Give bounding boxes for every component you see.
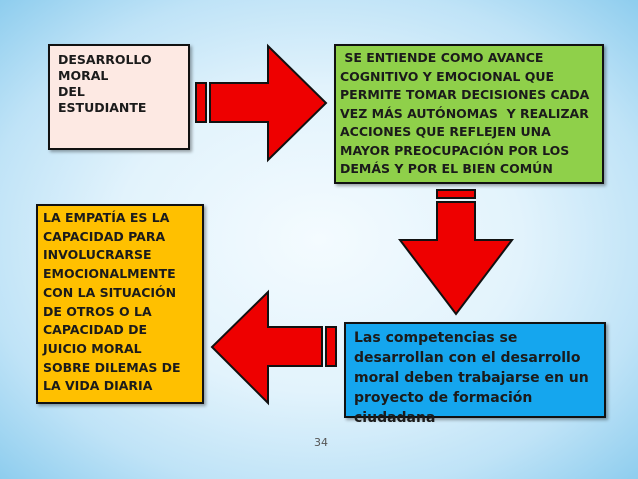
arrow-left — [212, 292, 336, 403]
box-line: LA VIDA DIARIA — [43, 378, 153, 394]
box-line: CAPACIDAD DE — [43, 322, 148, 338]
box-line: COGNITIVO Y EMOCIONAL QUE — [340, 68, 555, 84]
box-line: VEZ MÁS AUTÓNOMAS Y REALIZAR — [340, 105, 589, 121]
box-line: MORAL — [58, 68, 109, 83]
box-line: DESARROLLO — [58, 52, 152, 67]
box-line: SOBRE DILEMAS DE — [43, 359, 181, 375]
box-line: EMOCIONALMENTE — [43, 266, 176, 282]
box-line: DEL — [58, 84, 85, 99]
box-line: desarrollan con el desarrollo — [354, 350, 581, 366]
box-line: moral deben trabajarse en un — [354, 370, 589, 386]
box-line: DE OTROS O LA — [43, 303, 152, 319]
page-number: 34 — [314, 436, 328, 449]
box-line: PERMITE TOMAR DECISIONES CADA — [340, 87, 590, 102]
box-line: SE ENTIENDE COMO AVANCE — [340, 50, 544, 65]
box-line: DEMÁS Y POR EL BIEN COMÚN — [340, 161, 553, 176]
box-line: LA EMPATÍA ES LA — [43, 210, 170, 225]
box-line: proyecto de formación — [354, 390, 533, 406]
box-line: MAYOR PREOCUPACIÓN POR LOS — [340, 142, 570, 158]
box-line: ESTUDIANTE — [58, 100, 147, 115]
box-line: Las competencias se — [354, 330, 518, 346]
box-line: ACCIONES QUE REFLEJEN UNA — [340, 124, 551, 139]
arrow-right — [196, 46, 326, 160]
box-line: CON LA SITUACIÓN — [43, 284, 177, 300]
box-line: CAPACIDAD PARA — [43, 228, 166, 244]
box-line: JUICIO MORAL — [43, 340, 142, 356]
box-line: INVOLUCRARSE — [43, 247, 152, 263]
box-line: ciudadana — [354, 410, 436, 426]
arrow-down — [400, 190, 512, 314]
